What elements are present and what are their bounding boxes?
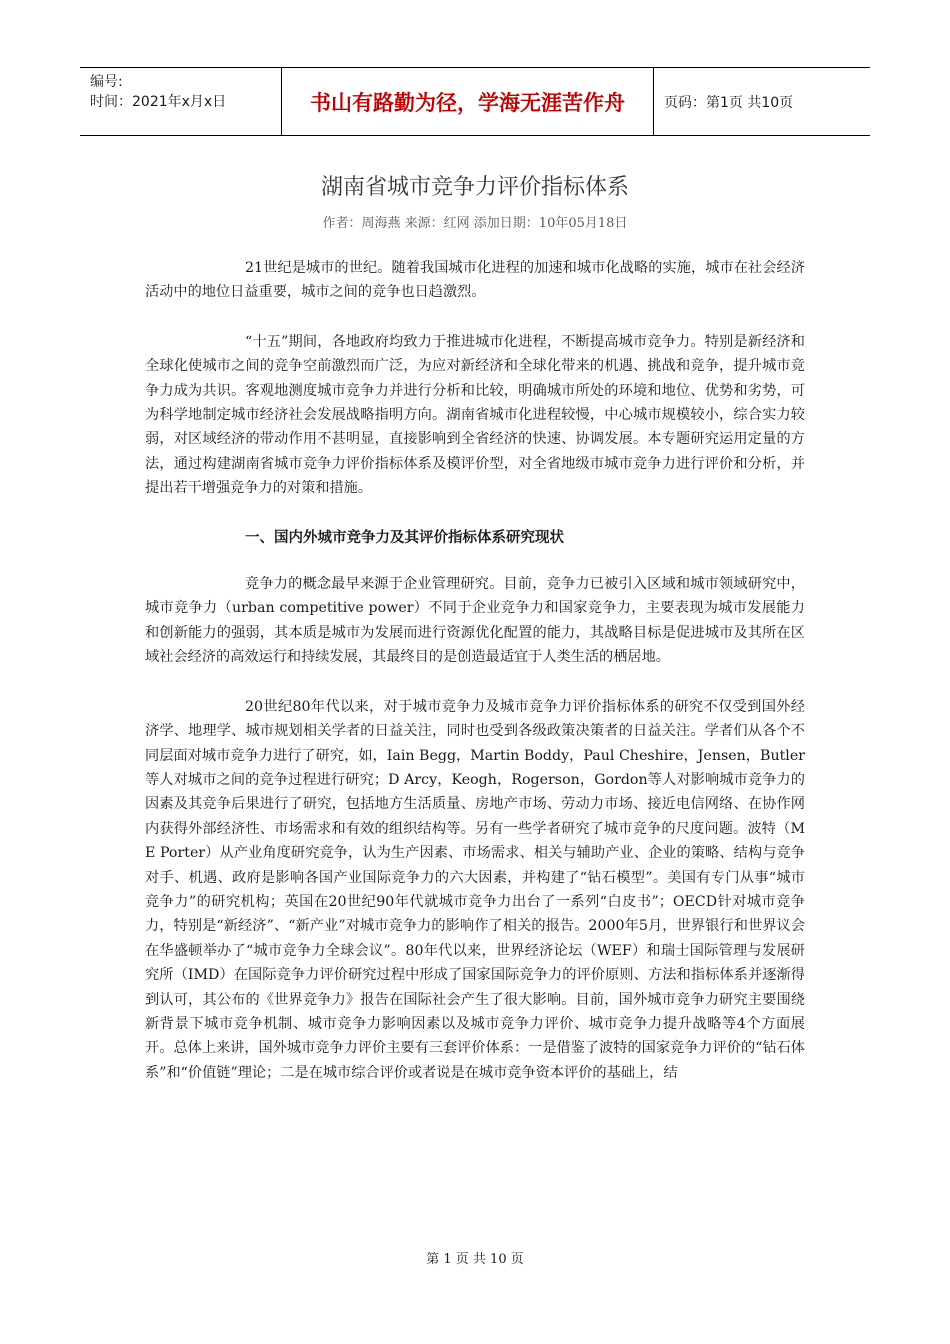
paragraph: 竞争力的概念最早来源于企业管理研究。目前，竞争力已被引入区域和城市领域研究中，城市竞争力（urban competitive power）不同于企业竞争力和国家竞争力，主要表现为城市发展能力和创新能力的强弱，其本质是城市为发展而进行资源优化配置的能力，其战略目标是促进城市及其所在区域社会经济的高效运行和持续发展，其最终目的是创造最适宜于人类生活的栖居地。 [145, 576, 805, 666]
paragraph: 20世纪80年代以来，对于城市竞争力及城市竞争力评价指标体系的研究不仅受到国外经济学、地理学、城市规划相关学者的日益关注，同时也受到各级政策决策者的日益关注。学者们从各个不同层面对城市竞争力进行了研究，如，Iain Begg，Martin Boddy，Paul Cheshire，Jensen，Butler等人对城市之间的竞争过程进行研究；D Arcy，Keogh，Rogerson，Gordon等人对影响城市竞争力的因素及其竞争后果进行了研究，包括地方生活质量、房地产市场、劳动力市场、接近电信网络、在协作网内获得外部经济性、市场需求和有效的组织结构等。另有一些学者研究了城市竞争的尺度问题。波特（M E Porter）从产业角度研究竞争，认为生产因素、市场需求、相关与辅助产业、企业的策略、结构与竞争对手、机遇、政府是影响各国产业国际竞争力的六大因素，并构建了“钻石模型”。美国有专门从事“城市竞争力”的研究机构；英国在20世纪90年代就城市竞争力出台了一系列“白皮书”；OECD针对城市竞争力，特别是“新经济”、“新产业”对城市竞争力的影响作了相关的报告。2000年5月，世界银行和世界议会在华盛顿举办了“城市竞争力全球会议”。80年代以来，世界经济论坛（WEF）和瑞士国际管理与发展研究所（IMD）在国际竞争力评价研究过程中形成了国家国际竞争力的评价原则、方法和指标体系并逐渐得到认可，其公布的《世界竞争力》报告在国际社会产生了很大影响。目前，国外城市竞争力研究主要围绕新背景下城市竞争机制、城市竞争力影响因素以及城市竞争力评价、城市竞争力提升战略等4个方面展开。总体上来讲，国外城市竞争力评价主要有三套评价体系：一是借鉴了波特的国家竞争力评价的“钻石体系”和“价值链”理论；二是在城市综合评价或者说是在城市竞争资本评价的基础上，结 [145, 698, 805, 1081]
section-heading: 一、国内外城市竞争力及其评价指标体系研究现状 [245, 529, 564, 546]
paragraph: “十五”期间，各地政府均致力于推进城市化进程，不断提高城市竞争力。特别是新经济和全球化使城市之间的竞争空前激烈而广泛，为应对新经济和全球化带来的机遇、挑战和竞争，提升城市竞争力成为共识。客观地测度城市竞争力并进行分析和比较，明确城市所处的环境和地位、优势和劣势，可为科学地制定城市经济社会发展战略指明方向。湖南省城市化进程较慢，中心城市规模较小，综合实力较弱，对区域经济的带动作用不甚明显，直接影响到全省经济的快速、协调发展。本专题研究运用定量的方法，通过构建湖南省城市竞争力评价指标体系及模评价型，对全省地级市城市竞争力进行评价和分析，并提出若干增强竞争力的对策和措施。 [145, 333, 805, 497]
document-title: 湖南省城市竞争力评价指标体系 [320, 175, 629, 200]
document-meta: 作者：周海燕 来源：红网 添加日期：10年05月18日 [322, 216, 628, 231]
time-label: 时间：2021年x月x日 [90, 94, 227, 110]
document-body [145, 256, 805, 1110]
header-page-info: 页码：第1页 共10页 [664, 94, 794, 111]
header-left-cell [80, 68, 282, 135]
number-label: 编号: [90, 74, 123, 90]
header-motto: 书山有路勤为径，学海无涯苦作舟 [282, 68, 654, 135]
page-footer: 第 1 页 共 10 页 [426, 1252, 524, 1267]
document-header [80, 67, 870, 136]
paragraph: 21世纪是城市的世纪。随着我国城市化进程的加速和城市化战略的实施，城市在社会经济活动中的地位日益重要，城市之间的竞争也日趋激烈。 [145, 260, 805, 301]
